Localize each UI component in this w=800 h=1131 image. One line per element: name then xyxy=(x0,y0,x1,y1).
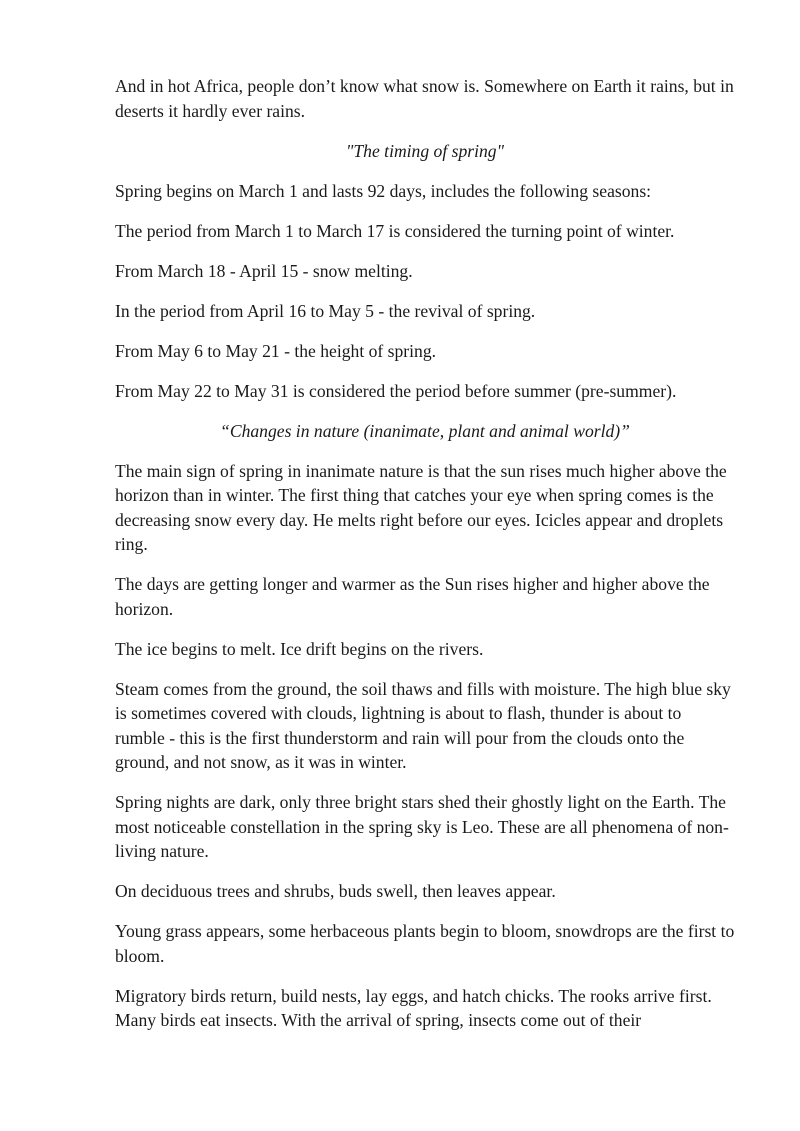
paragraph-ice-melts: The ice begins to melt. Ice drift begins on the rivers. xyxy=(115,638,484,659)
paragraph-deciduous-trees: On deciduous trees and shrubs, buds swell, then leaves appear. xyxy=(115,881,556,901)
paragraph-revival: In the period from April 16 to May 5 - the revival of spring. xyxy=(115,300,536,321)
paragraph-young-grass: Young grass appears, some herbaceous plants begin to bloom, snowdrops are the first to bloom. xyxy=(115,921,735,966)
paragraph-spring-nights: Spring nights are dark, only three bright stars shed their ghostly light on the Earth. The most noticeable constellation in the spring sky is Leo. These are all phenomena of non-living nature. xyxy=(115,792,729,861)
paragraph-snow-melting: From March 18 - April 15 - snow melting. xyxy=(115,260,413,281)
paragraph-spring-begins: Spring begins on March 1 and lasts 92 days, includes the following seasons: xyxy=(115,180,652,201)
paragraph-pre-summer: From May 22 to May 31 is considered the period before summer (pre-summer). xyxy=(115,380,677,401)
paragraph-turning-point: The period from March 1 to March 17 is considered the turning point of winter. xyxy=(115,220,675,241)
paragraph-height: From May 6 to May 21 - the height of spring. xyxy=(115,340,437,361)
paragraph-main-sign: The main sign of spring in inanimate nature is that the sun rises much higher above the horizon than in winter. The first thing that catches your eye when spring comes is the decreasing snow every day. He melts right before our eyes. Icicles appear and droplets ring. xyxy=(115,460,727,554)
heading-changes-in-nature: “Changes in nature (inanimate, plant and animal world)” xyxy=(220,420,630,441)
heading-timing-of-spring: "The timing of spring" xyxy=(346,140,504,161)
paragraph-steam: Steam comes from the ground, the soil thaws and fills with moisture. The high blue sky is sometimes covered with clouds, lightning is about to flash, thunder is about to rumble - this is the first thunderstorm and rain will pour from the clouds onto the ground, and not snow, as it was in winter. xyxy=(115,678,731,772)
paragraph-days-longer: The days are getting longer and warmer as the Sun rises higher and higher above the horizon. xyxy=(115,574,710,619)
paragraph-africa: And in hot Africa, people don’t know what snow is. Somewhere on Earth it rains, but in deserts it hardly ever rains. xyxy=(115,76,734,121)
document-page xyxy=(115,74,735,1048)
paragraph-migratory-birds: Migratory birds return, build nests, lay eggs, and hatch chicks. The rooks arrive first. Many birds eat insects. With the arrival of spring, insects come out of their xyxy=(115,985,712,1030)
